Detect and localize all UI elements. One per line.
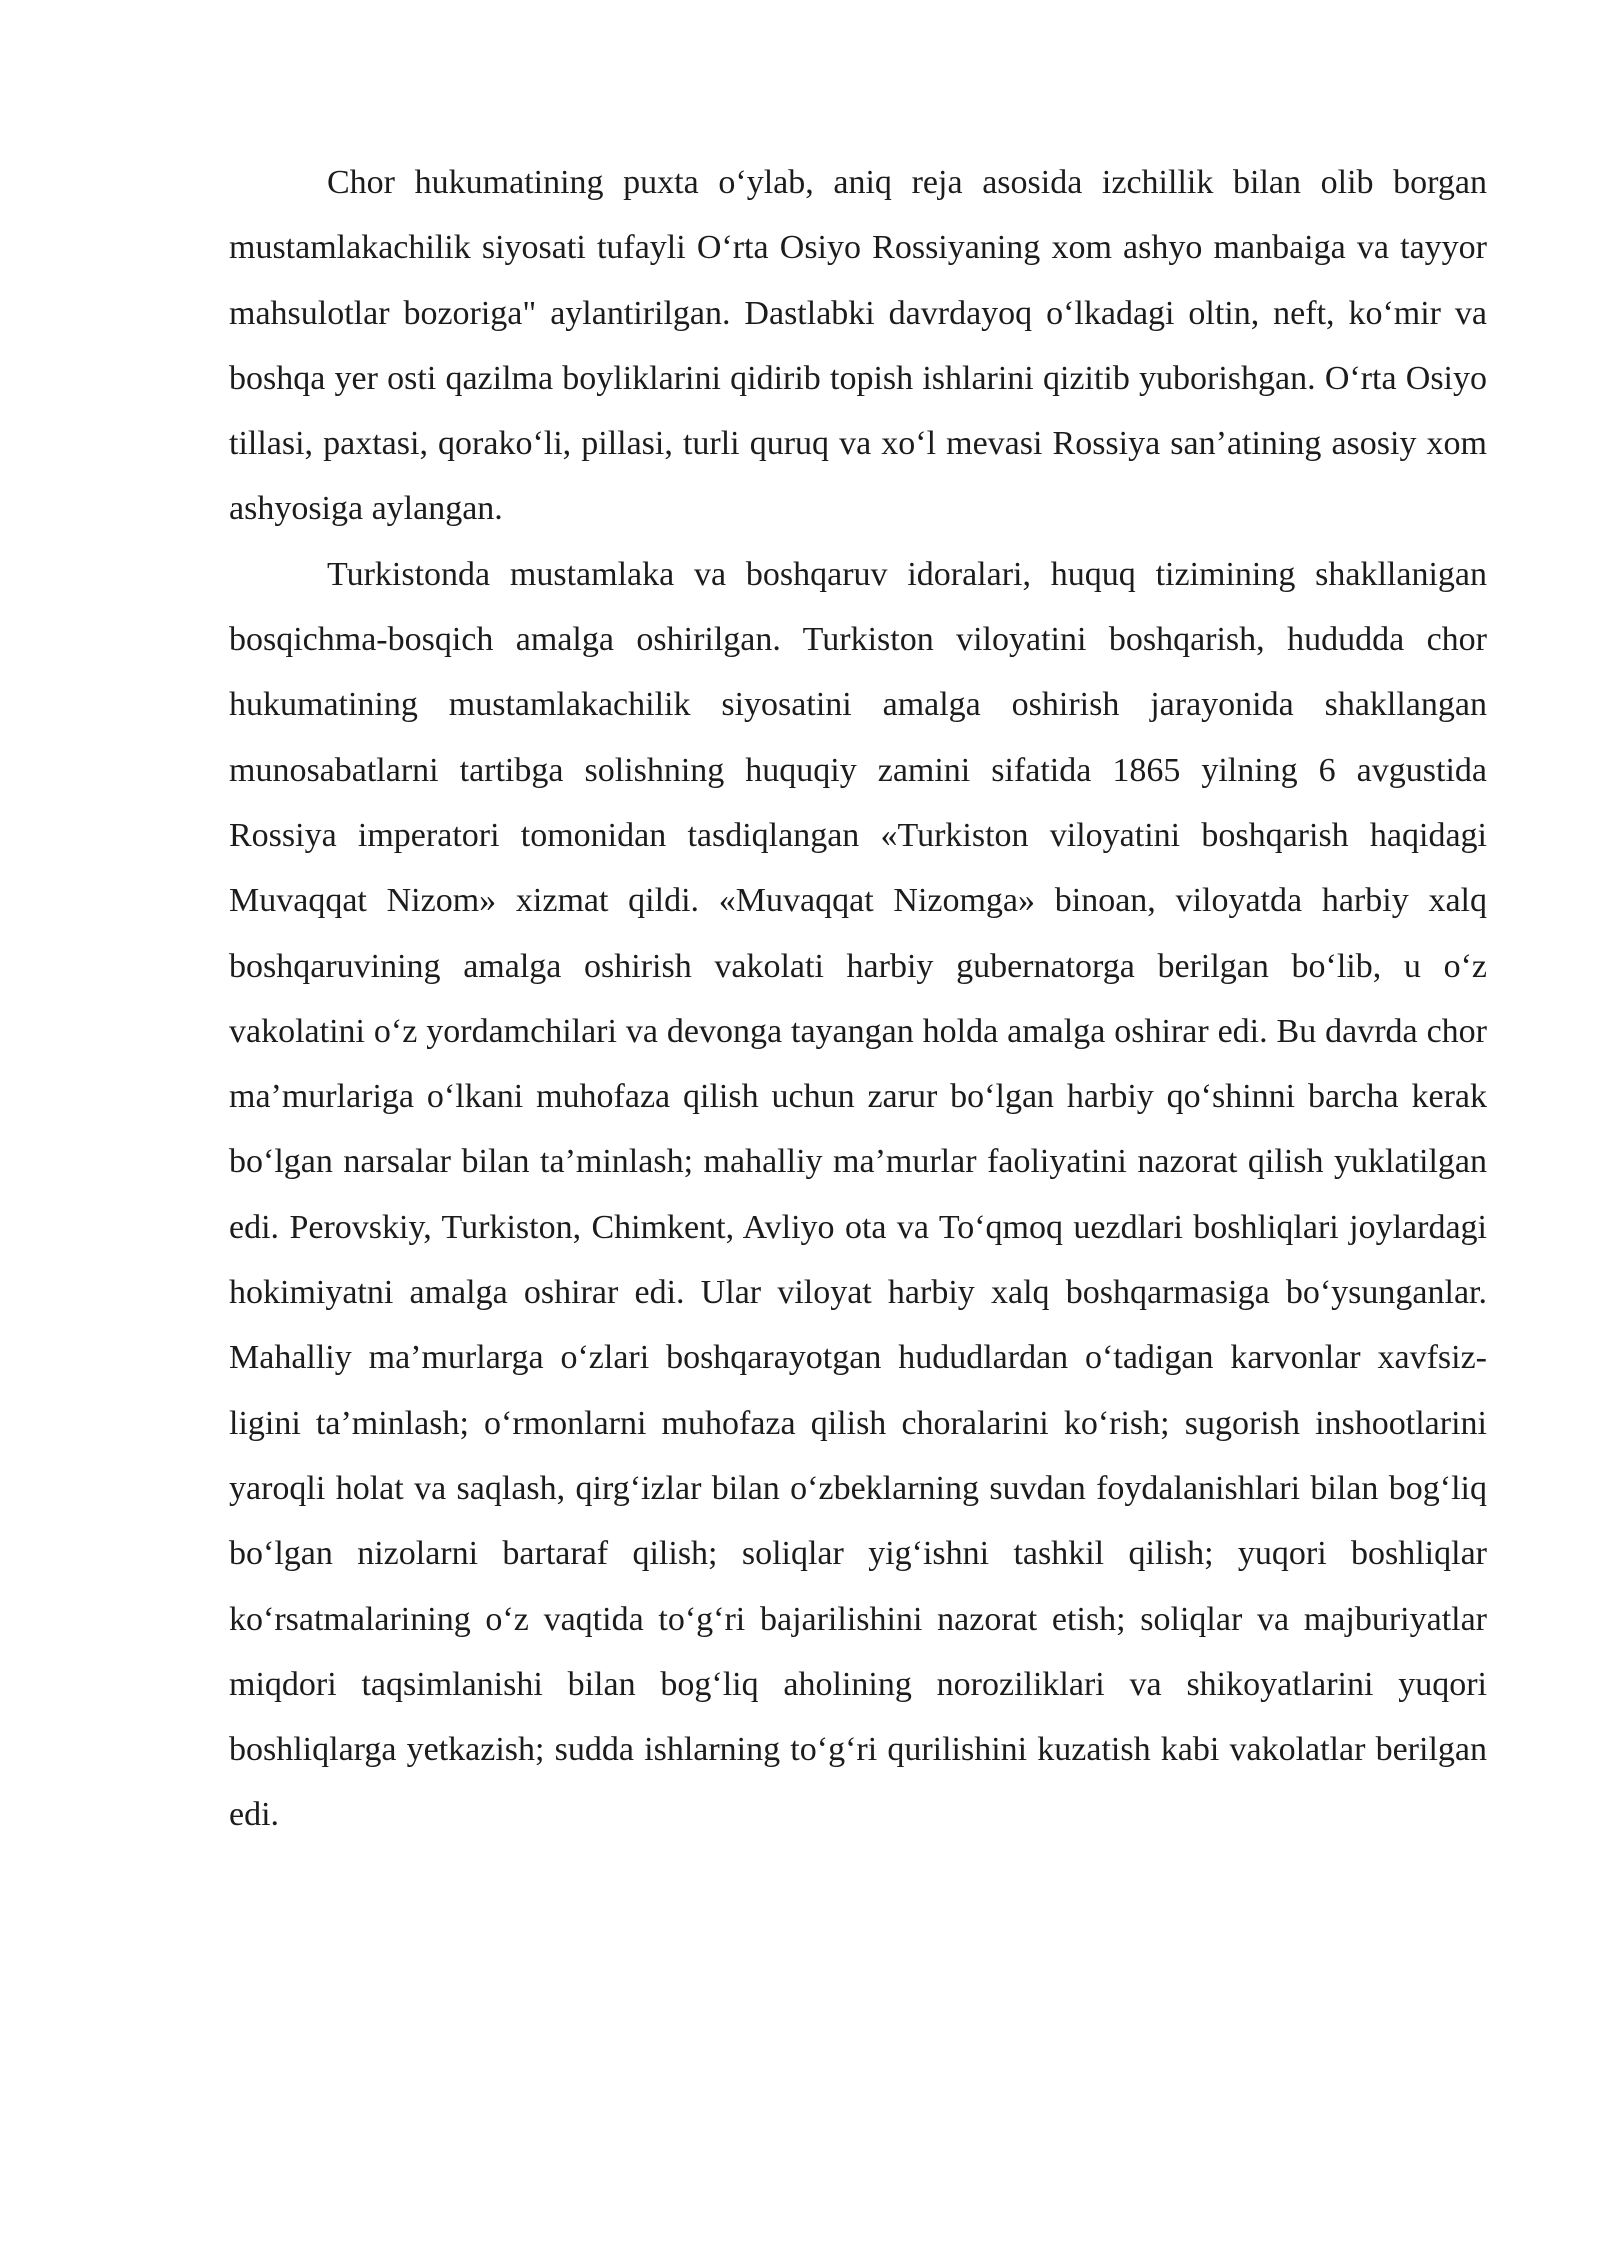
paragraph-2: Turkistonda mustamlaka va boshqaruv idoralari, huquq tizimining shakllanigan bosqichma-bosqich amalga oshirilgan. Turkiston viloyatini boshqarish, hududda chor hukumatining mustamlakachilik siyosatini amalga oshirish jarayonida shakllangan munosabatlarni tartibga solishning huquqiy zamini sifatida 1865 yilning 6 avgustida Rossiya imperatori tomonidan tasdiqlangan «Turkiston viloyatini boshqarish haqidagi Muvaqqat Nizom» xizmat qildi. «Muvaqqat Nizomga» binoan, viloyatda harbiy xalq boshqaruvining amalga oshirish vakolati harbiy gubernatorga berilgan bo‘lib, u o‘z vakolatini o‘z yordamchilari va devonga tayangan holda amalga oshirar edi. Bu davrda chor ma’murlariga o‘lkani muhofaza qilish uchun zarur bo‘lgan harbiy qo‘shinni barcha kerak bo‘lgan narsalar bilan ta’minlash; mahalliy ma’murlar faoliyatini nazorat qilish yuklatilgan edi. Perovskiy, Turkiston, Chimkent, Avliyo ota va To‘qmoq uezdlari boshliqlari joylardagi hokimiyatni amalga oshirar edi. Ular viloyat harbiy xalq boshqarmasiga bo‘ysunganlar. Mahalliy ma’murlarga o‘zlari boshqarayotgan hududlardan o‘tadigan karvonlar xavfsiz-ligini ta’minlash; o‘rmonlarni muhofaza qilish choralarini ko‘rish; sugorish inshootlarini yaroqli holat va saqlash, qirg‘izlar bilan o‘zbeklarning suvdan foydalanishlari bilan bog‘liq bo‘lgan nizolarni bartaraf qilish; soliqlar yig‘ishni tashkil qilish; yuqori boshliqlar ko‘rsatmalarining o‘z vaqtida to‘g‘ri bajarilishini nazorat etish; soliqlar va majburiyatlar miqdori taqsimlanishi bilan bog‘liq aholining noroziliklari va shikoyatlarini yuqori boshliqlarga yetkazish; sudda ishlarning to‘g‘ri qurilishini kuzatish kabi vakolatlar berilgan edi. — [229, 555, 1487, 1834]
paragraph-1: Chor hukumatining puxta o‘ylab, aniq reja asosida izchillik bilan olib borgan mustamlakachilik siyosati tufayli O‘rta Osiyo Rossiyaning xom ashyo manbaiga va tayyor mahsulotlar bozoriga" aylantirilgan. Dastlabki davrdayoq o‘lkadagi oltin, neft, ko‘mir va boshqa yer osti qazilma boyliklarini qidirib topish ishlarini qizitib yuborishgan. O‘rta Osiyo tillasi, paxtasi, qorako‘li, pillasi, turli quruq va xo‘l mevasi Rossiya san’atining asosiy xom ashyosiga aylangan. — [229, 164, 1487, 528]
document-body — [229, 150, 1487, 1848]
